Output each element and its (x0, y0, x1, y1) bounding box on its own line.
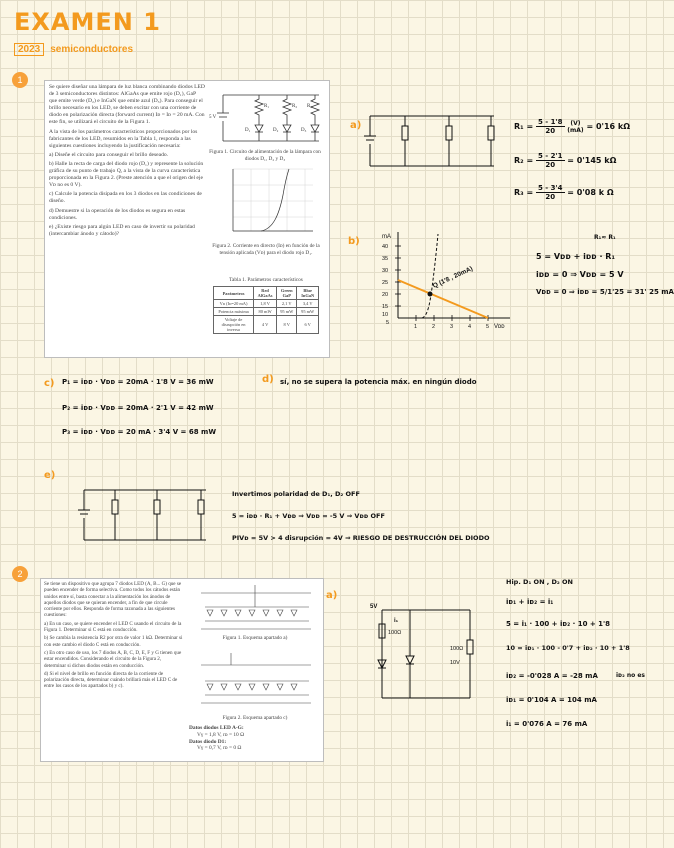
r1-result: = 0'16 kΩ (586, 122, 631, 131)
sol1-a-circuit-sketch (362, 110, 500, 172)
sol2-line: 5 = i₁ · 100 + iᴅ₂ · 10 + 1'8 (506, 620, 611, 628)
ex1-paragraph: A la vista de los parámetros característicos proporcionados por los fabricantes de los LED, resumidos en la Tabla 1, responda a las siguientes cuestiones incluyendo la justificación necesaria: (49, 128, 198, 149)
fig1-d2-label: D₂ (273, 128, 279, 133)
sol1-r3-equation (514, 184, 614, 201)
ex1-table-caption: Tabla 1. Parámetros característicos (229, 277, 303, 283)
table-cell: 4 V (254, 316, 277, 334)
sol1-r1-equation (514, 118, 630, 135)
table-row (214, 308, 319, 316)
ex1-figure1-caption: Figura 1. Circuito de alimentación de la lámpara con diodos D₁, D₂ y D₃ (209, 149, 321, 162)
table-cell: 80 mW (254, 308, 277, 316)
ex1-figure2-iv-curve (221, 165, 321, 241)
table-row (214, 316, 319, 334)
ex1-question: c) Calcule la potencia disipada en los 3 diodos en las condiciones de diseño. (49, 191, 202, 205)
sol1-b-label: b) (348, 236, 360, 247)
sol1-c-line: P₃ = iᴅᴅ · Vᴅᴅ = 20 mA · 3'4 V = 68 mW (62, 428, 217, 436)
sol2-circuit-r: 100Ω (388, 630, 402, 636)
year-tag: 2023 (14, 43, 44, 56)
exercise-2-statement (40, 578, 324, 762)
ex1-text (49, 84, 205, 240)
ex2-question: a) En un caso, se quiere encender el LED C usando el circuito de la Figura 1. Determinar si C está en conducción. (44, 620, 182, 634)
subject-label: semiconductores (50, 44, 134, 55)
sol1-d-answer: sí, no se supera la potencia máx. en ningún diodo (280, 378, 477, 386)
y-tick: 20 (382, 292, 389, 298)
sol2-note: iᴅ₂ no es (616, 672, 645, 679)
sol1-b-eq2: iᴅᴅ = 0 ⇒ Vᴅᴅ = 5 V (536, 270, 624, 279)
ex2-figure1-caption: Figura 1. Esquema apartado a) (222, 635, 288, 641)
ex2-question: c) En otro caso de uso, los 7 diodos A, B, C, D, E, F y G tienen que estar encendidos. Considerando el circuito de la Figura 2, determinar si dichos diodos están en conducción. (44, 649, 182, 669)
sol2-line: iᴅ₁ + iᴅ₂ = i₁ (506, 598, 554, 606)
table-cell: Voltaje de disrupción en inversa (214, 316, 254, 334)
table-header: Blue InGaN (297, 287, 319, 300)
sol1-b-eq1: 5 = Vᴅᴅ + iᴅᴅ · R₁ (536, 252, 615, 261)
fig1-r2-label: R₂ (292, 104, 298, 109)
sol1-b-note: R₁≈ R₁ (594, 234, 616, 241)
ex2-figure1-led-array (191, 583, 319, 635)
sol1-c-line: P₂ = iᴅᴅ · Vᴅᴅ = 20mA · 2'1 V = 42 mW (62, 404, 214, 412)
r1-units (567, 120, 583, 134)
sol1-e-line: 5 = iᴅᴅ · R₁ + Vᴅᴅ ⇒ Vᴅᴅ = -5 V ⇒ Vᴅᴅ OFF (232, 512, 385, 520)
sol2-circuit-source: 5V (370, 604, 378, 610)
sol2-circuit-r2: 100Ω (450, 646, 464, 652)
exercise-1-statement (44, 80, 330, 358)
r2-result: = 0'145 kΩ (567, 156, 617, 165)
ex2-figure2-led-array (191, 651, 319, 711)
graph-y-axis-label: mA (382, 234, 391, 240)
sol1-d-label: d) (262, 374, 274, 385)
r2-numerator: 5 - 2'1 (537, 152, 563, 160)
ex2-question: b) Se cambia la resistencia R2 por otra de valor 1 kΩ. Determinar si con este cambio el diodo C está en conducción. (44, 635, 183, 648)
ex2-question: d) Si el nivel de brillo en función directa de la corriente de polarización directa, determinar cuándo brillará más el LED C de entre los casos de los apartados b) y c). (44, 670, 178, 690)
sol2-line: iᴅ₂ = -0'028 A = -28 mA (506, 672, 598, 680)
graph-x-axis-label: Vᴅᴅ (494, 324, 505, 330)
fig1-source-label: 5 V (209, 115, 217, 120)
table-cell: Potencia máxima (214, 308, 254, 316)
table-cell: 3,4 V (297, 300, 319, 308)
sol2-line: i₁ = 0'076 A = 76 mA (506, 720, 588, 728)
ex1-figure1-circuit (209, 85, 325, 147)
fig1-r3-label: R₃ (307, 104, 313, 109)
x-tick: 4 (468, 324, 472, 330)
sol2-line: 10 = iᴅ₁ · 100 - 0'7 + iᴅ₂ · 10 + 1'8 (506, 644, 630, 652)
ex2-data-line: Vγ = 0,7 V, rᴅ = 0 Ω (197, 745, 242, 752)
ex1-question: a) Diseñe el circuito para conseguir el brillo deseado. (49, 151, 169, 158)
sol2-circuit-current: i₁ (394, 618, 399, 624)
r3-label: R₃ = (514, 188, 534, 197)
ex2-data-line: Vγ = 1,8 V, rᴅ = 10 Ω (197, 731, 245, 738)
ex2-figure2-caption: Figura 2. Esquema apartado c) (222, 715, 288, 721)
r3-denominator: 20 (545, 193, 556, 201)
x-tick: 5 (486, 324, 490, 330)
r3-fraction (536, 184, 565, 201)
sol2-a-circuit-sketch (370, 600, 490, 704)
y-tick: 40 (382, 244, 389, 250)
ex2-diode-data (189, 725, 319, 752)
sol1-a-label: a) (350, 120, 362, 131)
sol1-e-label: e) (44, 470, 56, 481)
table-row (214, 300, 319, 308)
r1-denominator: 20 (545, 127, 556, 135)
r3-result: = 0'08 k Ω (567, 188, 614, 197)
sol1-c-label: c) (44, 378, 55, 389)
table-cell: 95 mW (277, 308, 297, 316)
table-header: Red AlGaAs (254, 287, 277, 300)
q-point-label: Q (1'8 , 20mA) (431, 265, 474, 290)
r3-numerator: 5 - 3'4 (537, 184, 563, 192)
x-tick: 3 (450, 324, 454, 330)
sol2-line: iᴅ₁ = 0'104 A = 104 mA (506, 696, 597, 704)
x-tick: 2 (432, 324, 436, 330)
sol2-line: Hip. D₁ ON , D₂ ON (506, 578, 573, 586)
fig1-d1-label: D₁ (245, 128, 251, 133)
r1-numerator: 5 - 1'8 (537, 118, 563, 126)
ex2-data-title: Datos diodo D1: (189, 738, 227, 745)
ex2-text (44, 581, 184, 692)
y-tick: 30 (382, 268, 389, 274)
sol2-circuit-src2: 10V (450, 660, 460, 666)
r1-fraction (536, 118, 565, 135)
r1-unit-ma: (mA) (567, 126, 584, 134)
table-header: Parámetros (214, 287, 254, 300)
page-subtitle (14, 44, 133, 55)
y-tick: 25 (382, 280, 389, 286)
table-cell: Vᴅ (Iᴅ=20 mA) (214, 300, 254, 308)
ex1-parameters-table (213, 286, 319, 334)
sol1-b-eq3: Vᴅᴅ = 0 ⇒ iᴅᴅ = 5/1'25 = 31' 25 mA (536, 288, 674, 296)
r1-unit-v: (V) (570, 119, 581, 127)
ex1-figure2-caption: Figura 2. Corriente en directo (Iᴅ) en función de la tensión aplicada (Vᴅ) para el diodo rojo D₁. (212, 243, 320, 256)
sol2-a-label: a) (326, 590, 338, 601)
ex2-paragraph: Se tiene un dispositivo que agrupa 7 diodos LED (A, B... G) que se pueden encender de forma selectiva. Como todos los cátodos están unidos entre sí, basta conectar a la alimentación los ánodos de aquellos diodos que se quieran encender, a fin de que circule corriente por ellos. Responda de forma razonada a las siguientes cuestiones: (44, 581, 182, 619)
sol1-e-circuit-sketch (74, 484, 214, 546)
exercise-1-number: 1 (12, 72, 28, 88)
sol1-c-line: P₁ = iᴅᴅ · Vᴅᴅ = 20mA · 1'8 V = 36 mW (62, 378, 214, 386)
fig1-r1-label: R₁ (264, 104, 270, 109)
table-header: Green GaP (277, 287, 297, 300)
sol1-r2-equation (514, 152, 616, 169)
y-tick: 35 (382, 256, 389, 262)
sol1-e-line: Invertimos polaridad de D₁, D₂ OFF (232, 490, 360, 498)
y-tick: 10 (382, 312, 389, 318)
y-tick: 15 (382, 304, 389, 310)
ex1-question: d) Demuestre si la operación de los diodos es segura en estas condiciones. (49, 207, 186, 221)
ex1-paragraph: Se quiere diseñar una lámpara de luz blanca combinando diodos LED de 3 semiconductores distintos: AlGaAs que emite rojo (D₁), GaP que emite verde (D₂) e InGaN que emite azul (D₃). Para conseguir el brillo necesario en los LED, se deben excitar con una corriente de diodo en polarización directa (forward current) Iᴅ = Iᴅ = 20 mA. Con este fin, se utilizará el circuito de la Figura 1. (49, 84, 205, 126)
x-tick: 1 (414, 324, 418, 330)
r2-fraction (536, 152, 565, 169)
table-cell: 6 V (297, 316, 319, 334)
sol1-e-line: PIVᴅ = 5V > 4 disrupción = 4V ⇒ RIESGO DE DESTRUCCIÓN DEL DIODO (232, 534, 490, 542)
exercise-2-number: 2 (12, 566, 28, 582)
table-header-row (214, 287, 319, 300)
r1-label: R₁ = (514, 122, 534, 131)
table-cell: 2,1 V (277, 300, 297, 308)
r2-denominator: 20 (545, 161, 556, 169)
ex2-data-title: Datos diodos LED A-G: (189, 725, 244, 731)
table-cell: 1,8 V (254, 300, 277, 308)
y-tick: 5 (386, 320, 390, 326)
table-cell: 8 V (277, 316, 297, 334)
r2-label: R₂ = (514, 156, 534, 165)
table-cell: 95 mW (297, 308, 319, 316)
fig1-d3-label: D₃ (301, 128, 307, 133)
ex1-question: e) ¿Existe riesgo para algún LED en caso de invertir su polaridad (intercambiar ánodo y cátodo)? (49, 223, 195, 237)
page-title: EXAMEN 1 (14, 8, 161, 36)
sol1-b-load-line-graph (372, 228, 518, 328)
ex1-question: b) Halle la recta de carga del diodo rojo (D₁) y represente la solución gráfica de su punto de trabajo Q, a la vista de la curva característica proporcionada en la Figura 2. (Preste atención a que el origen del eje Vᴅ no es 0 V). (49, 160, 204, 189)
